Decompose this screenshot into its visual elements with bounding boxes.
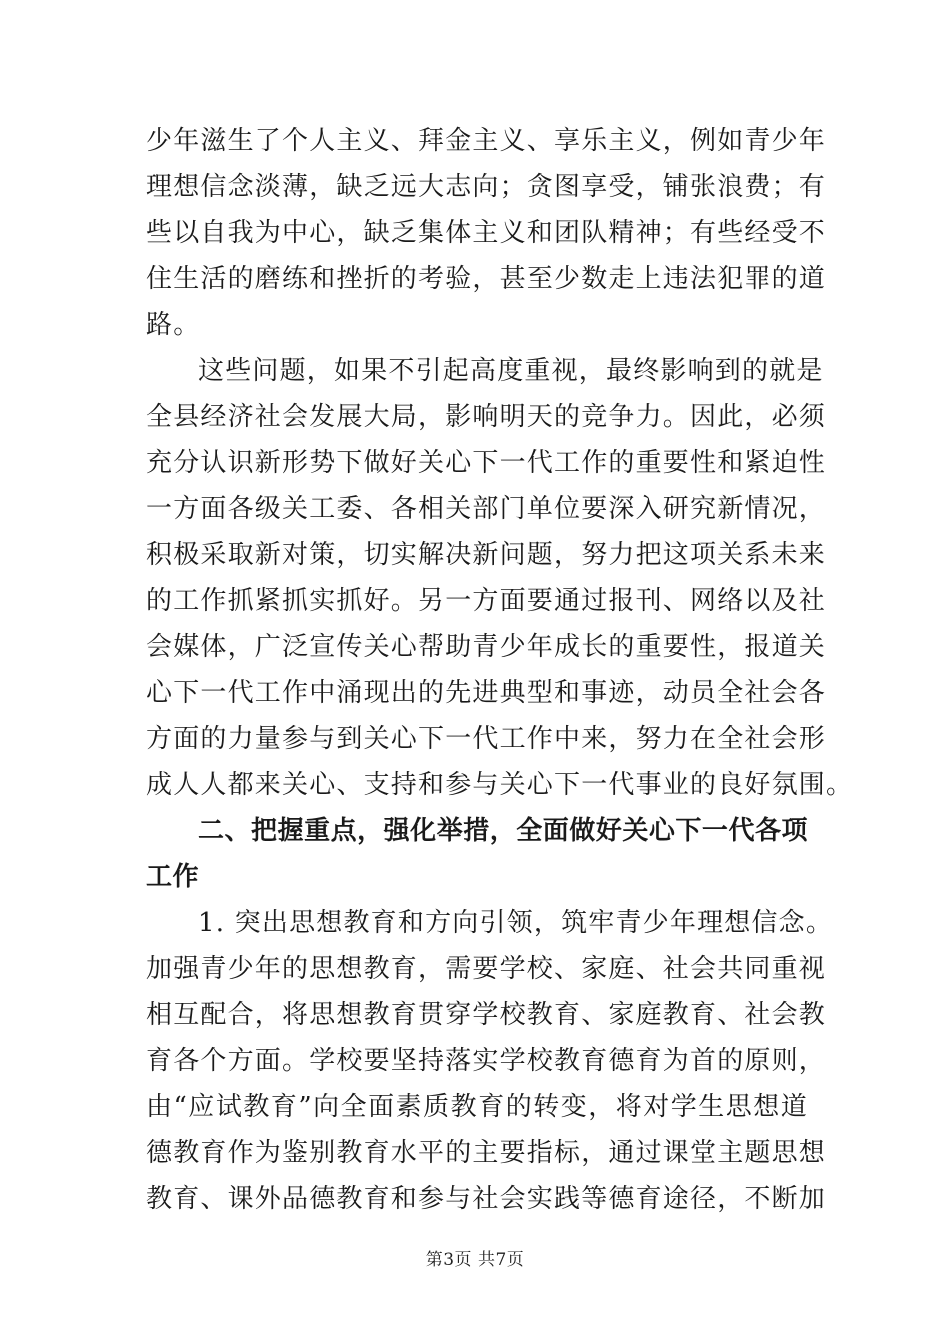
- text-line: 成人人都来关心、支持和参与关心下一代事业的良好氛围。: [146, 770, 854, 800]
- text-line: 会媒体，广泛宣传关心帮助青少年成长的重要性，报道关: [146, 632, 827, 662]
- text-line: 全县经济社会发展大局，影响明天的竞争力。因此，必须: [146, 402, 827, 432]
- text-line: 积极采取新对策，切实解决新问题，努力把这项关系未来: [146, 540, 827, 570]
- text-line: 住生活的磨练和挫折的考验，甚至少数走上违法犯罪的道: [146, 264, 827, 294]
- document-body: [146, 118, 854, 1222]
- text-line: 加强青少年的思想教育，需要学校、家庭、社会共同重视: [146, 954, 827, 984]
- text-line: 心下一代工作中涌现出的先进典型和事迹，动员全社会各: [146, 678, 827, 708]
- text-line: 1. 突出思想教育和方向引领，筑牢青少年理想信念。: [198, 908, 834, 938]
- text-line: 育各个方面。学校要坚持落实学校教育德育为首的原则，: [146, 1046, 827, 1076]
- text-line: 相互配合，将思想教育贯穿学校教育、家庭教育、社会教: [146, 1000, 827, 1030]
- paragraph-2: [146, 348, 854, 808]
- text-line: 的工作抓紧抓实抓好。另一方面要通过报刊、网络以及社: [146, 586, 827, 616]
- heading-line: 工作: [146, 862, 200, 892]
- text-line: 方面的力量参与到关心下一代工作中来，努力在全社会形: [146, 724, 827, 754]
- text-line: 路。: [146, 310, 201, 340]
- text-line: 由“应试教育”向全面素质教育的转变，将对学生思想道: [146, 1092, 808, 1122]
- text-line: 这些问题，如果不引起高度重视，最终影响到的就是: [198, 356, 824, 386]
- paragraph-1: [146, 118, 827, 348]
- text-line: 些以自我为中心，缺乏集体主义和团队精神；有些经受不: [146, 218, 827, 248]
- page-number-footer: 第3页 共7页: [425, 1250, 525, 1270]
- text-line: 一方面各级关工委、各相关部门单位要深入研究新情况，: [146, 494, 827, 524]
- text-line: 教育、课外品德教育和参与社会实践等德育途径，不断加: [146, 1184, 827, 1214]
- text-line: 充分认识新形势下做好关心下一代工作的重要性和紧迫性: [146, 448, 827, 478]
- text-line: 少年滋生了个人主义、拜金主义、享乐主义，例如青少年: [146, 126, 827, 156]
- heading-line: 二、把握重点，强化举措，全面做好关心下一代各项: [198, 816, 808, 846]
- paragraph-3: [146, 900, 834, 1222]
- text-line: 德教育作为鉴别教育水平的主要指标，通过课堂主题思想: [146, 1138, 827, 1168]
- section-heading: [146, 808, 808, 900]
- text-line: 理想信念淡薄，缺乏远大志向；贪图享受，铺张浪费；有: [146, 172, 827, 202]
